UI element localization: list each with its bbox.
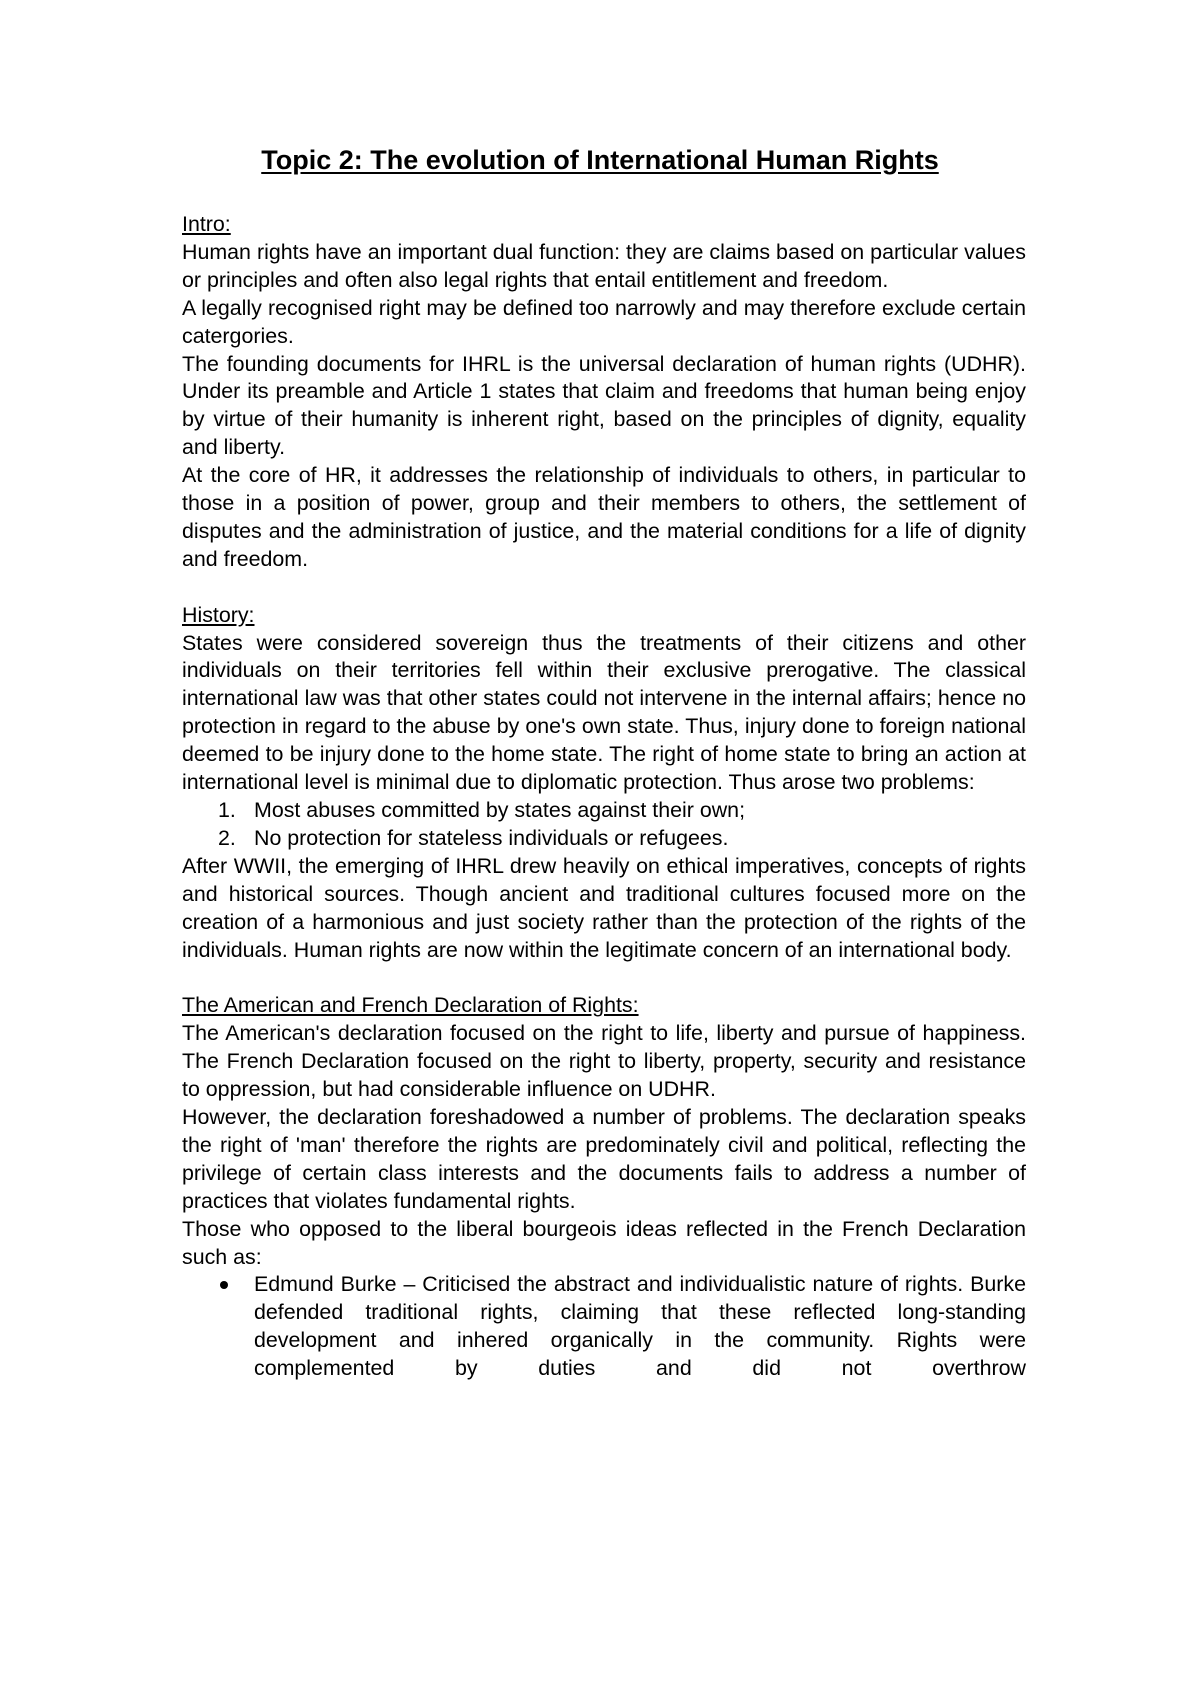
- intro-paragraph: A legally recognised right may be defined too narrowly and may therefore exclude certain catergories.: [182, 295, 1026, 348]
- section-heading-intro: Intro:: [182, 212, 231, 236]
- bullet-icon: [220, 1281, 228, 1289]
- list-item: [182, 1271, 1026, 1383]
- list-number: 1.: [218, 798, 236, 823]
- intro-paragraph: At the core of HR, it addresses the relationship of individuals to others, in particular to those in a position of power, group and their members to others, the settlement of disputes and the administration of justice, and the material conditions for a life of dignity and freedom.: [182, 463, 1026, 571]
- intro-paragraph: The founding documents for IHRL is the universal declaration of human rights (UDHR). Under its preamble and Article 1 states that claim and freedoms that human being enjoy by virtue of their humanity is inherent right, based on the principles of dignity, equality and liberty.: [182, 351, 1026, 460]
- page-title: Topic 2: The evolution of International Human Rights: [261, 145, 939, 175]
- list-item: [182, 825, 1026, 853]
- declarations-paragraph: The American's declaration focused on the right to life, liberty and pursue of happiness. The French Declaration focused on the right to liberty, property, security and resistance to oppression, but had considerable influence on UDHR.: [182, 1021, 1026, 1102]
- list-item-text: No protection for stateless individuals or refugees.: [254, 825, 729, 850]
- section-heading-history: History:: [182, 602, 255, 627]
- intro-paragraph: Human rights have an important dual function: they are claims based on particular values or principles and often also legal rights that entail entitlement and freedom.: [182, 239, 1026, 292]
- list-item-text: Edmund Burke – Criticised the abstract and individualistic nature of rights. Burke defended traditional rights, claiming that these reflected long-standing development and inhered organically in the community. Rights were complemented by duties and did not overthrow: [254, 1272, 1026, 1381]
- list-item-text: Most abuses committed by states against their own;: [254, 798, 746, 823]
- document-body: [182, 211, 1026, 1383]
- list-item: [182, 797, 1026, 825]
- opponents-list: [182, 1271, 1026, 1383]
- problems-list: [182, 797, 1026, 853]
- list-number: 2.: [218, 825, 236, 850]
- section-heading-declarations: The American and French Declaration of Rights:: [182, 993, 639, 1018]
- declarations-paragraph: Those who opposed to the liberal bourgeois ideas reflected in the French Declaration such as:: [182, 1216, 1026, 1269]
- history-paragraph: After WWII, the emerging of IHRL drew heavily on ethical imperatives, concepts of rights and historical sources. Though ancient and traditional cultures focused more on the creation of a harmonious and just society rather than the protection of the rights of the individuals. Human rights are now within the legitimate concern of an international body.: [182, 853, 1026, 962]
- declarations-paragraph: However, the declaration foreshadowed a number of problems. The declaration speaks the right of 'man' therefore the rights are predominately civil and political, reflecting the privilege of certain class interests and the documents fails to address a number of practices that violates fundamental rights.: [182, 1104, 1026, 1213]
- history-paragraph: States were considered sovereign thus the treatments of their citizens and other individuals on their territories fell within their exclusive prerogative. The classical international law was that other states could not intervene in the internal affairs; hence no protection in regard to the abuse by one's own state. Thus, injury done to foreign national deemed to be injury done to the home state. The right of home state to bring an action at international level is minimal due to diplomatic protection. Thus arose two problems:: [182, 630, 1026, 795]
